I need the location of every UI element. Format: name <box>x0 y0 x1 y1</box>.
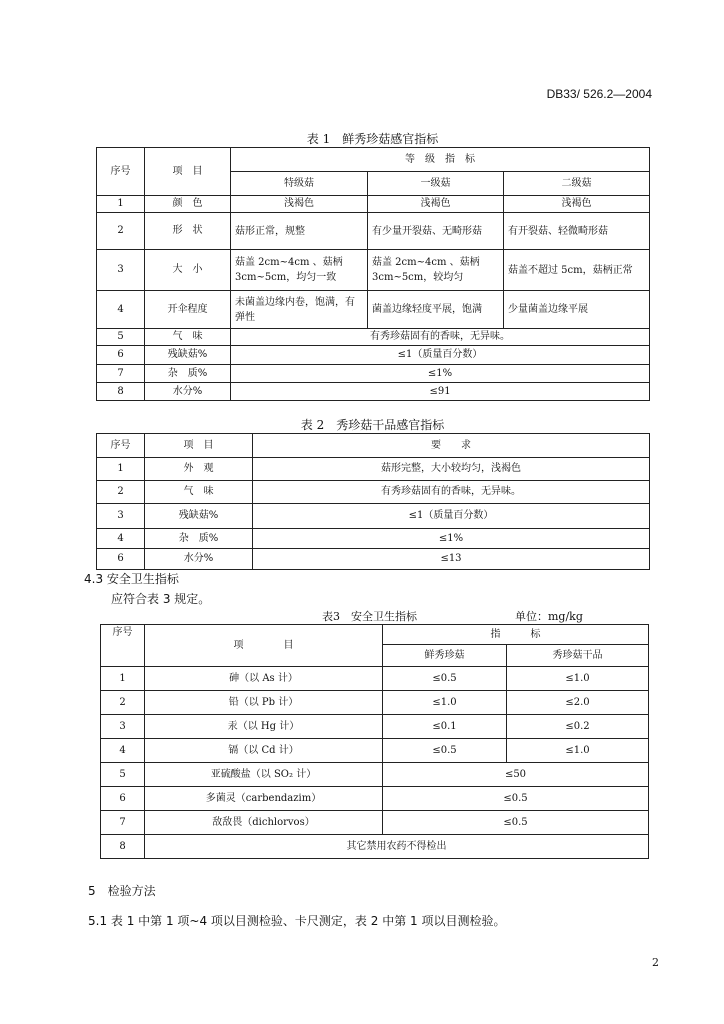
table3-col-no: 序号 <box>101 625 145 667</box>
row-no: 8 <box>101 835 145 859</box>
row-no: 5 <box>97 329 145 346</box>
table-row <box>97 346 650 365</box>
row-item: 杂 质% <box>145 529 253 549</box>
row-item: 多菌灵（carbendazim） <box>145 787 383 811</box>
cell: 少量菌盖边缘平展 <box>504 291 650 329</box>
table-row <box>97 196 650 213</box>
page-number: 2 <box>652 956 659 969</box>
table3-subcol-fresh: 鲜秀珍菇 <box>383 645 507 667</box>
document-code: DB33/ 526.2—2004 <box>546 87 652 101</box>
cell: ≤0.5 <box>383 739 507 763</box>
cell: ≤0.2 <box>507 715 649 739</box>
table3 <box>100 624 649 859</box>
row-item: 镉（以 Cd 计） <box>145 739 383 763</box>
table-row <box>97 458 650 481</box>
row-no: 7 <box>97 365 145 383</box>
row-no: 4 <box>101 739 145 763</box>
cell: ≤0.5 <box>383 667 507 691</box>
row-no: 3 <box>97 504 145 529</box>
row-no: 6 <box>101 787 145 811</box>
row-no: 1 <box>101 667 145 691</box>
cell: 菌盖边缘轻度平展，饱满 <box>368 291 504 329</box>
row-no: 3 <box>97 250 145 291</box>
cell: ≤0.5 <box>383 787 649 811</box>
section-5-1-text: 5.1 表 1 中第 1 项~4 项以目测检验、卡尺测定，表 2 中第 1 项以目测检验。 <box>88 914 506 928</box>
cell: ≤1% <box>253 529 650 549</box>
table-row <box>97 250 650 291</box>
row-no: 5 <box>101 763 145 787</box>
section-4-3-text: 应符合表 3 规定。 <box>111 592 211 606</box>
row-item: 杂 质% <box>145 365 231 383</box>
cell: 菇盖不超过 5cm，菇柄正常 <box>504 250 650 291</box>
row-item: 颜 色 <box>145 196 231 213</box>
table-row <box>97 213 650 250</box>
table-row <box>97 329 650 346</box>
cell: 有开裂菇、轻微畸形菇 <box>504 213 650 250</box>
row-no: 8 <box>97 383 145 401</box>
table-row <box>101 835 649 859</box>
row-item: 水分% <box>145 549 253 570</box>
cell: ≤0.1 <box>383 715 507 739</box>
row-no: 2 <box>97 213 145 250</box>
row-no: 4 <box>97 529 145 549</box>
cell: ≤1.0 <box>383 691 507 715</box>
row-item: 气 味 <box>145 329 231 346</box>
table3-col-index: 指 标 <box>383 625 649 645</box>
table2 <box>96 433 650 570</box>
table-row <box>97 529 650 549</box>
cell: 菇盖 2cm~4cm 、菇柄 3cm~5cm，较均匀 <box>368 250 504 291</box>
table-row <box>97 481 650 504</box>
cell: 浅褐色 <box>231 196 368 213</box>
table-row <box>97 383 650 401</box>
table-row <box>101 739 649 763</box>
cell: 浅褐色 <box>368 196 504 213</box>
table-row <box>101 811 649 835</box>
table-row <box>97 549 650 570</box>
cell: ≤1（质量百分数） <box>253 504 650 529</box>
cell: 浅褐色 <box>504 196 650 213</box>
cell: 菇形正常，规整 <box>231 213 368 250</box>
cell: ≤1.0 <box>507 739 649 763</box>
table1-grade-special: 特级菇 <box>231 172 368 196</box>
row-item: 开伞程度 <box>145 291 231 329</box>
cell: 有少量开裂菇、无畸形菇 <box>368 213 504 250</box>
table2-col-req: 要 求 <box>253 434 650 458</box>
table3-subcol-dried: 秀珍菇干品 <box>507 645 649 667</box>
row-no: 4 <box>97 291 145 329</box>
row-item: 水分% <box>145 383 231 401</box>
row-no: 6 <box>97 549 145 570</box>
table1-col-item: 项 目 <box>145 148 231 196</box>
row-no: 2 <box>101 691 145 715</box>
table-row <box>101 667 649 691</box>
cell: 菇形完整，大小较均匀，浅褐色 <box>253 458 650 481</box>
cell: ≤1% <box>231 365 650 383</box>
table-row <box>97 365 650 383</box>
table-row <box>97 291 650 329</box>
section-4-3-title: 4.3 安全卫生指标 <box>84 572 179 586</box>
row-item: 亚硫酸盐（以 SO₂ 计） <box>145 763 383 787</box>
table2-col-item: 项 目 <box>145 434 253 458</box>
row-item: 外 观 <box>145 458 253 481</box>
cell: 菇盖 2cm~4cm 、菇柄 3cm~5cm，均匀一致 <box>231 250 368 291</box>
cell: 有秀珍菇固有的香味，无异味。 <box>231 329 650 346</box>
row-no: 3 <box>101 715 145 739</box>
row-no: 7 <box>101 811 145 835</box>
cell: ≤91 <box>231 383 650 401</box>
cell: 未菌盖边缘内卷，饱满，有弹性 <box>231 291 368 329</box>
table-row <box>101 715 649 739</box>
row-item: 残缺菇% <box>145 504 253 529</box>
cell: ≤50 <box>383 763 649 787</box>
row-no: 1 <box>97 458 145 481</box>
table1-col-no: 序号 <box>97 148 145 196</box>
cell: 有秀珍菇固有的香味，无异味。 <box>253 481 650 504</box>
table3-caption: 表3 安全卫生指标 <box>322 610 417 623</box>
table2-col-no: 序号 <box>97 434 145 458</box>
row-item: 形 状 <box>145 213 231 250</box>
table1-caption: 表 1 鲜秀珍菇感官指标 <box>306 132 439 146</box>
table1-grade-first: 一级菇 <box>368 172 504 196</box>
cell: ≤13 <box>253 549 650 570</box>
row-item: 气 味 <box>145 481 253 504</box>
row-item: 大 小 <box>145 250 231 291</box>
table-row <box>97 504 650 529</box>
section-5-title: 5 检验方法 <box>88 884 156 898</box>
cell: ≤0.5 <box>383 811 649 835</box>
cell: ≤2.0 <box>507 691 649 715</box>
table3-unit: 单位：mg/kg <box>515 610 583 623</box>
table-row <box>101 691 649 715</box>
row-no: 1 <box>97 196 145 213</box>
table1-col-grade: 等 级 指 标 <box>231 148 650 172</box>
row-no: 6 <box>97 346 145 365</box>
row-no: 2 <box>97 481 145 504</box>
row-item: 汞（以 Hg 计） <box>145 715 383 739</box>
table3-col-item: 项 目 <box>145 625 383 667</box>
cell: ≤1.0 <box>507 667 649 691</box>
row-item: 敌敌畏（dichlorvos） <box>145 811 383 835</box>
row-item: 残缺菇% <box>145 346 231 365</box>
table-row <box>101 763 649 787</box>
row-item: 铅（以 Pb 计） <box>145 691 383 715</box>
cell: ≤1（质量百分数） <box>231 346 650 365</box>
table1-grade-second: 二级菇 <box>504 172 650 196</box>
row-item: 砷（以 As 计） <box>145 667 383 691</box>
cell: 其它禁用农药不得检出 <box>145 835 649 859</box>
table1 <box>96 147 650 401</box>
table-row <box>101 787 649 811</box>
table2-caption: 表 2 秀珍菇干品感官指标 <box>300 418 445 432</box>
